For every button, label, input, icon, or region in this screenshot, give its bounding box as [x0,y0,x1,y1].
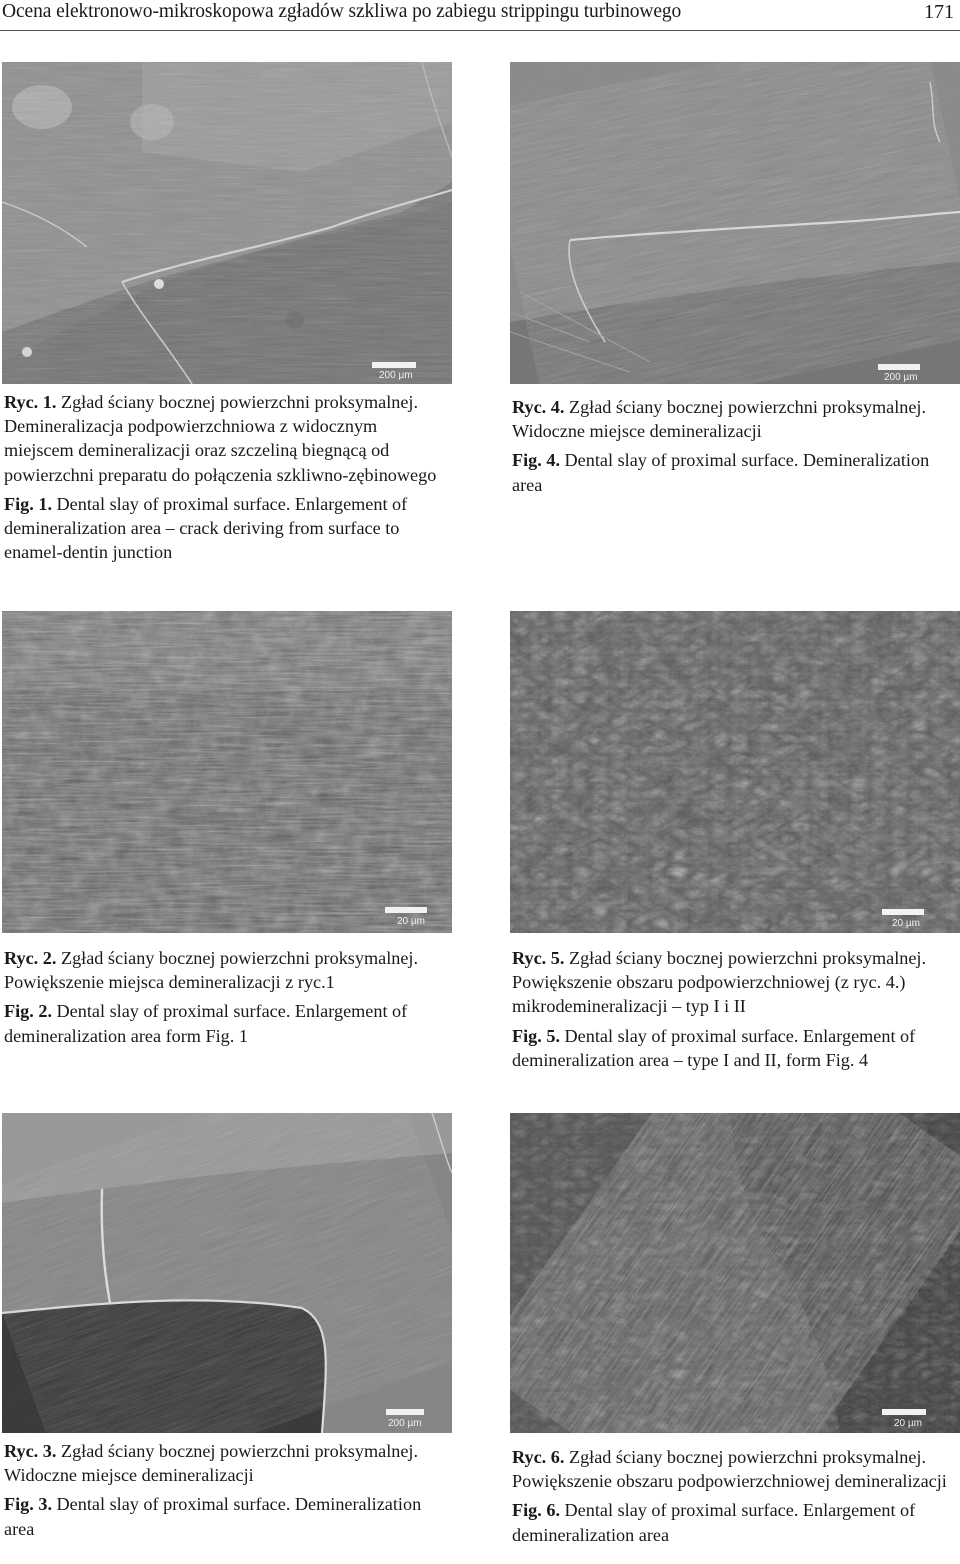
caption-polish [512,946,958,1019]
caption-english [4,1492,450,1540]
caption-label: Fig. 4. [512,450,560,471]
caption-text: Zgład ściany bocznej powierzchni proksymalnej. Powiększenie obszaru podpowierzchniowej (z ryc. 4.) mikrodemineralizacji – typ I i II [512,948,927,1017]
micrograph-fig1 [2,62,452,384]
caption-text: Zgład ściany bocznej powierzchni proksymalnej. Demineralizacja podpowierzchniowa z widocznym miejscem demineralizacji oraz szczeliną biegnącą od powierzchni preparatu do połączenia szkliwno-zębinowego [4,392,437,485]
scale-bar [372,362,416,368]
caption-text: Zgład ściany bocznej powierzchni proksymalnej. Widoczne miejsce demineralizacji [512,397,927,442]
caption-fig3 [4,1439,450,1541]
micrograph-fig5 [510,611,960,933]
caption-label: Fig. 2. [4,1001,52,1022]
caption-polish [4,946,450,994]
caption-label: Ryc. 3. [4,1441,57,1461]
caption-label: Ryc. 1. [4,392,57,412]
scale-label: 200 µm [379,370,413,381]
caption-label: Fig. 1. [4,493,52,514]
caption-label: Fig. 3. [4,1494,52,1515]
caption-polish [4,1439,450,1487]
caption-label: Fig. 6. [512,1500,560,1521]
caption-label: Ryc. 2. [4,948,57,968]
caption-label: Ryc. 5. [512,948,565,968]
scale-bar [386,1409,424,1415]
caption-text: Dental slay of proximal surface. Enlargement of demineralization area – type I and II, form Fig. 4 [512,1025,916,1070]
caption-english [4,492,450,565]
caption-english [512,448,958,496]
caption-text: Dental slay of proximal surface. Enlargement of demineralization area form Fig. 1 [4,1001,408,1046]
caption-polish [512,395,958,443]
caption-text: Zgład ściany bocznej powierzchni proksymalnej. Powiększenie obszaru podpowierzchniowej demineralizacji [512,1447,947,1492]
scale-label: 200 µm [884,372,918,383]
micrograph-fig6 [510,1113,960,1433]
caption-polish [512,1445,958,1493]
caption-text: Zgład ściany bocznej powierzchni proksymalnej. Powiększenie miejsca demineralizacji z ryc.1 [4,948,419,993]
caption-text: Dental slay of proximal surface. Demineralization area [4,1494,422,1539]
running-header [0,0,960,31]
caption-english [4,999,450,1047]
micrograph-fig4 [510,62,960,384]
caption-text: Zgład ściany bocznej powierzchni proksymalnej. Widoczne miejsce demineralizacji [4,1441,419,1486]
scale-bar [385,907,427,913]
caption-english [512,1024,958,1072]
running-title: Ocena elektronowo-mikroskopowa zgładów szkliwa po zabiegu strippingu turbinowego [2,1,682,22]
caption-label: Fig. 5. [512,1025,560,1046]
scale-bar [878,364,920,370]
caption-english [512,1498,958,1546]
caption-fig5 [512,946,958,1072]
scale-bar [882,1409,926,1415]
scale-label: 20 µm [892,918,920,929]
micrograph-fig3 [2,1113,452,1433]
scale-label: 20 µm [397,916,425,927]
scale-label: 20 µm [894,1418,922,1429]
scale-label: 200 µm [388,1418,422,1429]
caption-fig1 [4,390,450,564]
caption-fig6 [512,1445,958,1547]
micrograph-fig2 [2,611,452,933]
caption-fig4 [512,395,958,497]
caption-label: Ryc. 6. [512,1447,565,1467]
caption-text: Dental slay of proximal surface. Enlargement of demineralization area [512,1500,916,1545]
caption-text: Dental slay of proximal surface. Enlargement of demineralization area – crack deriving from surface to enamel-dentin junction [4,493,408,563]
scale-bar [882,909,924,915]
caption-fig2 [4,946,450,1048]
caption-polish [4,390,450,487]
caption-text: Dental slay of proximal surface. Demineralization area [512,450,930,495]
caption-label: Ryc. 4. [512,397,565,417]
page-number: 171 [924,1,954,23]
